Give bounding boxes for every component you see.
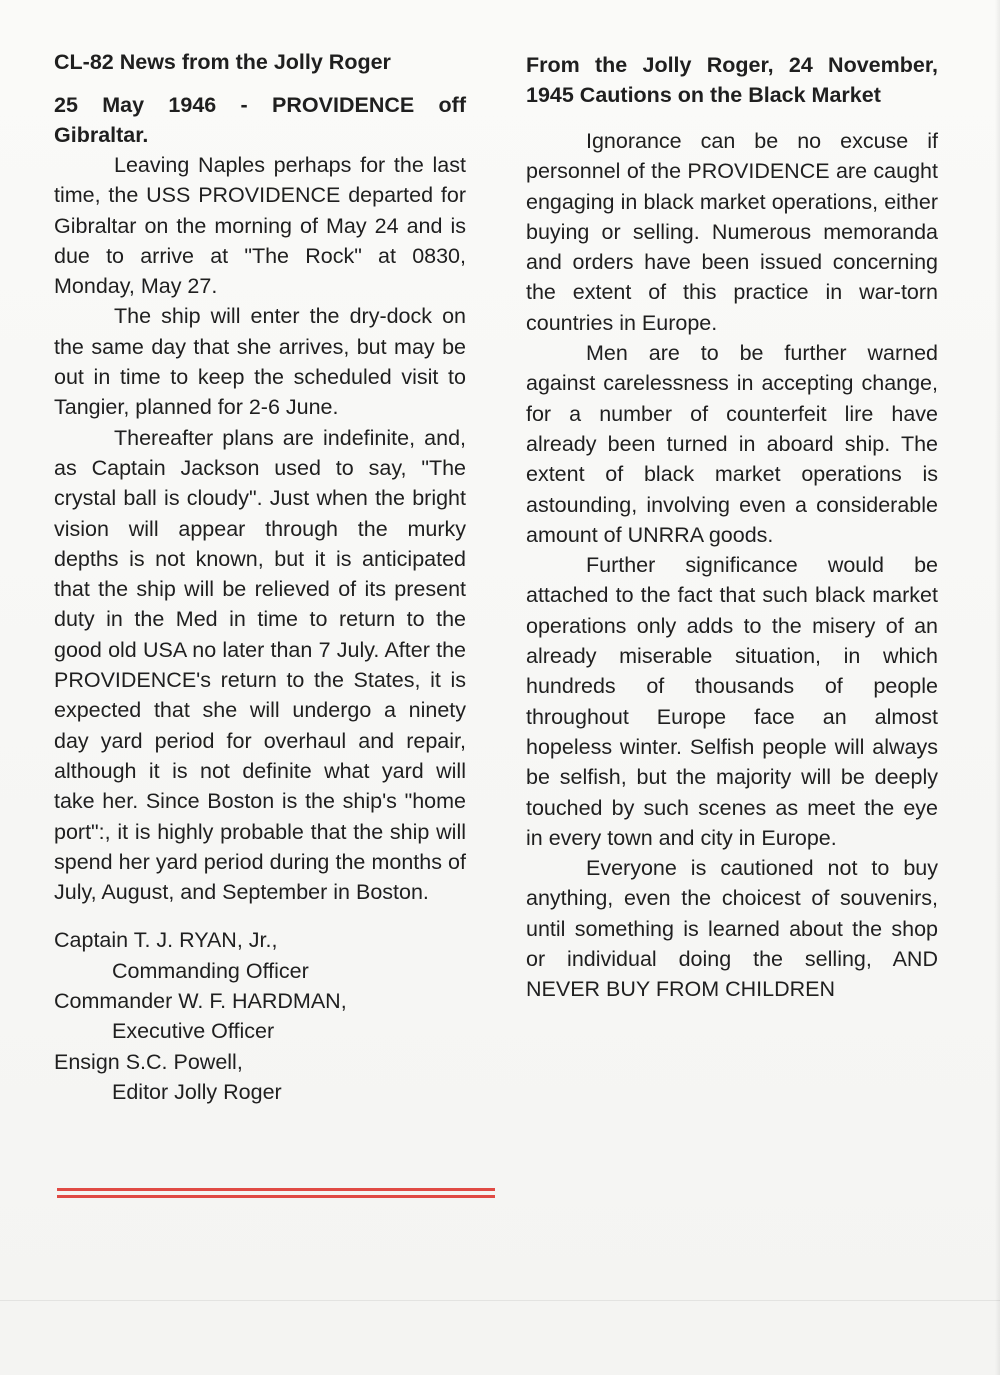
article-paragraph: Thereafter plans are indefinite, and, as Captain Jackson used to say, "The crystal ball is cloudy". Just when the bright vision will appear through the murky depths is not known, but it is anticipated that the ship will be relieved of its present duty in the Med in time to return to the good old USA no later than 7 July. After the PROVIDENCE's return to the States, it is expected that she will undergo a ninety day yard period for overhaul and repair, although it is not definite what yard will take her. Since Boston is the ship's "home port":, it is highly probable that the ship will spend her yard period during the months of July, August, and September in Boston. (54, 425, 466, 905)
left-column (54, 44, 466, 1107)
signoff-line-commander-title: Executive Officer (112, 1019, 275, 1044)
left-column-heading: CL-82 News from the Jolly Roger (54, 50, 391, 74)
red-divider-rule-bottom (57, 1195, 495, 1198)
signoff-block (54, 925, 466, 1107)
paper-edge-shadow (995, 0, 1000, 1375)
signoff-line-ensign: Ensign S.C. Powell, (54, 1049, 243, 1074)
right-column (526, 44, 938, 1005)
right-column-heading: From the Jolly Roger, 24 November, 1945 Cautions on the Black Market (526, 53, 938, 107)
article-paragraph: Men are to be further warned against carelessness in accepting change, for a number of counterfeit lire have already been turned in aboard ship. The extent of black market operations is astounding, involving even a considerable amount of UNRRA goods. (526, 341, 938, 547)
signoff-line-commander: Commander W. F. HARDMAN, (54, 989, 347, 1014)
article-paragraph: Further significance would be attached to the fact that such black market operations only adds to the misery of an already miserable situation, in which hundreds of thousands of people throughout Europe face an almost hopeless winter. Selfish people will always be selfish, but the majority will be deeply touched by such scenes as meet the eye in every town and city in Europe. (526, 553, 938, 850)
article-paragraph: Ignorance can be no excuse if personnel of the PROVIDENCE are caught engaging in black market operations, either buying or selling. Numerous memoranda and orders have been issued concerning the extent of this practice in war-torn countries in Europe. (526, 129, 938, 335)
signoff-line-ensign-title: Editor Jolly Roger (112, 1079, 282, 1104)
article-paragraph: Leaving Naples perhaps for the last time, the USS PROVIDENCE departed for Gibraltar on the morning of May 24 and is due to arrive at "The Rock" at 0830, Monday, May 27. (54, 153, 466, 299)
left-column-subheading: 25 May 1946 - PROVIDENCE off Gibraltar. (54, 93, 466, 147)
paper-fold-line (0, 1300, 1000, 1301)
signoff-line-captain-title: Commanding Officer (112, 958, 309, 983)
signoff-line-captain: Captain T. J. RYAN, Jr., (54, 928, 278, 953)
red-divider-rule-top (57, 1188, 495, 1191)
article-paragraph: Everyone is cautioned not to buy anything, even the choicest of souvenirs, until something is learned about the shop or individual doing the selling, AND NEVER BUY FROM CHILDREN (526, 856, 938, 1002)
article-paragraph: The ship will enter the dry-dock on the same day that she arrives, but may be out in time to keep the scheduled visit to Tangier, planned for 2-6 June. (54, 304, 466, 420)
